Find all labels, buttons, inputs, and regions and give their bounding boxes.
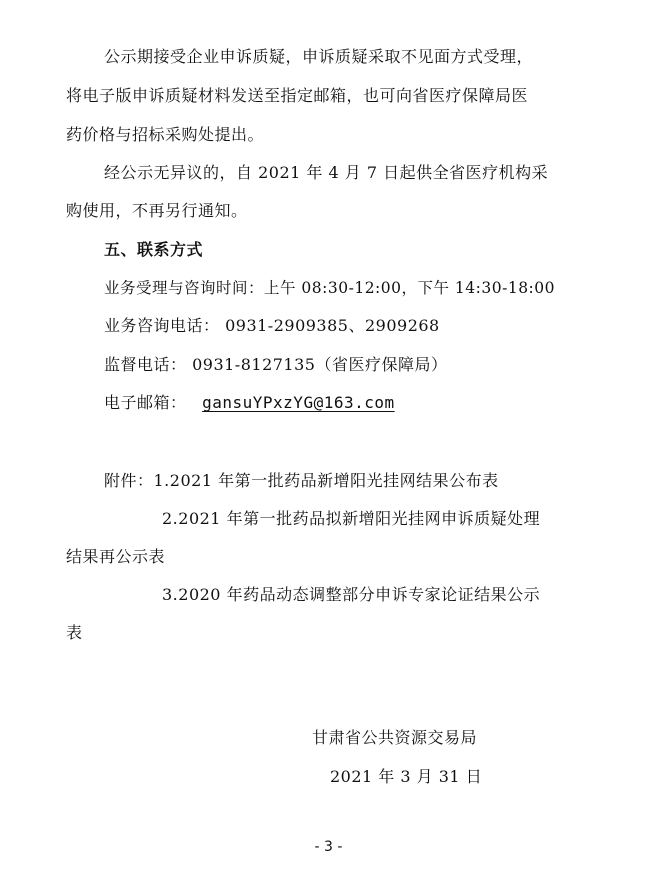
email-row: [104, 393, 395, 413]
paragraph-2-line-1: 经公示无异议的，自 2021 年 4 月 7 日起供全省医疗机构采: [104, 163, 549, 182]
service-hours: 业务受理与咨询时间：上午 08:30-12:00，下午 14:30-18:00: [104, 279, 556, 297]
paragraph-1-line-3: 药价格与招标采购处提出。: [66, 125, 265, 144]
attachment-2-line-1: 2.2021 年第一批药品拟新增阳光挂网申诉质疑处理: [162, 509, 541, 528]
supervise-phone: 监督电话： 0931-8127135（省医疗保障局）: [104, 355, 448, 374]
signature-organization: 甘肃省公共资源交易局: [312, 728, 478, 747]
paragraph-2-line-2: 购使用，不再另行通知。: [66, 201, 248, 220]
paragraph-1-line-1: 公示期接受企业申诉质疑，申诉质疑采取不见面方式受理，: [104, 47, 534, 66]
attachment-3-line-2: 表: [66, 623, 83, 642]
attachment-2-line-2: 结果再公示表: [66, 547, 166, 566]
section-heading-contact: 五、联系方式: [104, 240, 204, 259]
paragraph-1-line-2: 将电子版申诉质疑材料发送至指定邮箱，也可向省医疗保障局医: [66, 86, 529, 105]
signature-date: 2021 年 3 月 31 日: [330, 767, 483, 786]
email-label: 电子邮箱：: [104, 393, 187, 412]
page-number: - 3 -: [314, 839, 343, 855]
attachment-3-line-1: 3.2020 年药品动态调整部分申诉专家论证结果公示: [162, 585, 541, 604]
attachment-1: 附件：1.2021 年第一批药品新增阳光挂网结果公布表: [104, 471, 499, 490]
consult-phone: 业务咨询电话： 0931-2909385、2909268: [104, 316, 440, 335]
email-link[interactable]: gansuYPxzYG@163.com: [202, 393, 395, 412]
